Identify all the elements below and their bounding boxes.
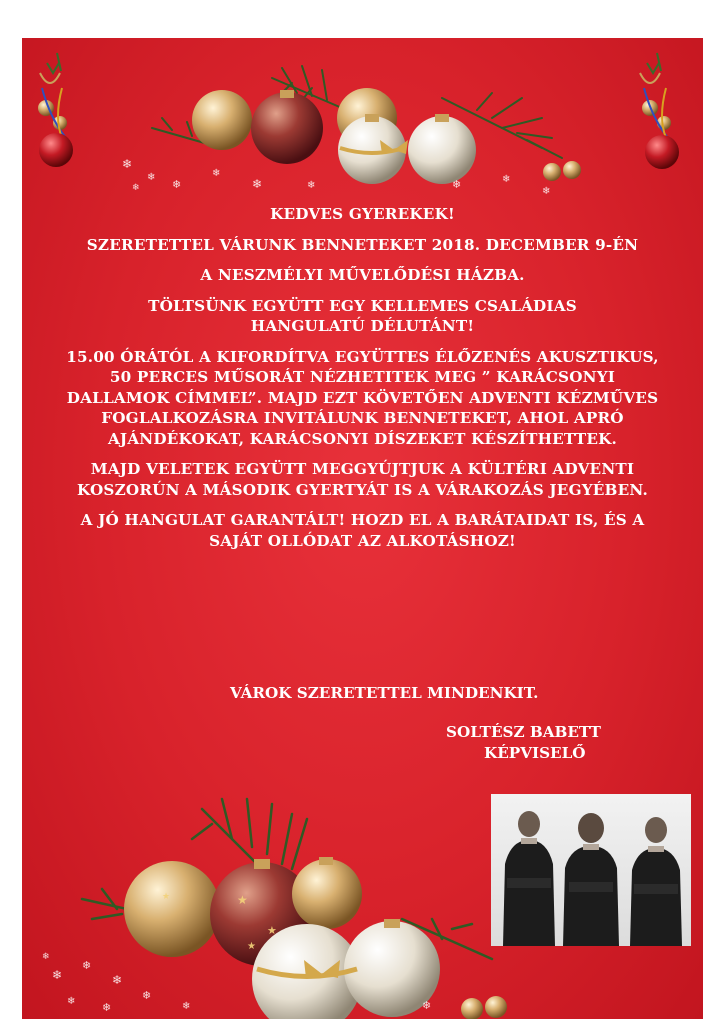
svg-text:❄: ❄	[212, 168, 221, 179]
svg-text:❄: ❄	[502, 174, 511, 185]
ornament-cluster-bottom	[22, 769, 502, 1019]
svg-text:★: ★	[162, 892, 171, 902]
invitation-text	[22, 204, 703, 561]
svg-text:❄: ❄	[147, 172, 156, 183]
band-photo-figures	[491, 794, 691, 946]
place-line: A NESZMÉLYI MŰVELŐDÉSI HÁZBA.	[200, 266, 525, 284]
svg-text:❄: ❄	[542, 186, 551, 197]
svg-text:❄: ❄	[112, 973, 123, 987]
greeting: KEDVES GYEREKEK!	[270, 205, 455, 223]
svg-text:★: ★	[247, 941, 256, 952]
svg-text:❄: ❄	[422, 999, 432, 1012]
corner-bauble-right	[640, 53, 679, 169]
program-paragraph: 15.00 ÓRÁTÓL A KIFORDÍTVA EGYÜTTES ÉLŐZENÉS AKUSZTIKUS, 50 PERCES MŰSORÁT NÉZHETITEK MEG ” KARÁCSONYI DALLAMOK CÍMMEL”. MAJD EZT KÖVETŐEN ADVENTI KÉZMŰVES FOGLALKOZÁSRA INVITÁLUNK BENNETEKET, AHOL APRÓ AJÁNDÉKOKAT, KARÁCSONYI DÍSZEKET KÉSZÍTHETTEK.	[66, 347, 659, 448]
svg-text:❄: ❄	[182, 1001, 191, 1012]
svg-text:★: ★	[267, 924, 277, 937]
candle-paragraph: MAJD VELETEK EGYÜTT MEGGYÚJTJUK A KÜLTÉRI ADVENTI KOSZORÚN A MÁSODIK GYERTYÁT IS A VÁRAKOZÁS JEGYÉBEN.	[77, 460, 648, 499]
invitation-poster	[22, 38, 703, 1019]
svg-text:❄: ❄	[52, 968, 63, 982]
svg-text:❄: ❄	[307, 180, 316, 191]
svg-text:❄: ❄	[142, 989, 152, 1002]
corner-bauble-left	[38, 53, 73, 167]
ornament-cluster-top	[22, 38, 703, 208]
svg-text:❄: ❄	[172, 178, 182, 191]
svg-text:❄: ❄	[82, 959, 92, 972]
mood-paragraph: A JÓ HANGULAT GARANTÁLT! HOZD EL A BARÁTAIDAT IS, ÉS A SAJÁT OLLÓDAT AZ ALKOTÁSHOZ!	[80, 511, 645, 550]
signature-name: SOLTÉSZ BABETT	[446, 723, 601, 741]
afternoon-line: TÖLTSÜNK EGYÜTT EGY KELLEMES CSALÁDIAS HANGULATÚ DÉLUTÁNT!	[148, 296, 577, 335]
svg-text:❄: ❄	[122, 157, 133, 171]
svg-text:❄: ❄	[452, 178, 462, 191]
svg-text:❄: ❄	[102, 1001, 112, 1014]
invite-line: SZERETETTEL VÁRUNK BENNETEKET 2018. DECEMBER 9-ÉN	[86, 235, 639, 254]
band-photo	[491, 794, 691, 946]
signature-title: KÉPVISELŐ	[484, 744, 586, 762]
svg-text:❄: ❄	[252, 177, 263, 191]
svg-text:❄: ❄	[67, 996, 76, 1007]
svg-text:❄: ❄	[42, 952, 50, 962]
svg-text:★: ★	[237, 893, 248, 907]
svg-text:❄: ❄	[132, 183, 140, 193]
closing-line: VÁROK SZERETETTEL MINDENKIT.	[230, 684, 539, 702]
